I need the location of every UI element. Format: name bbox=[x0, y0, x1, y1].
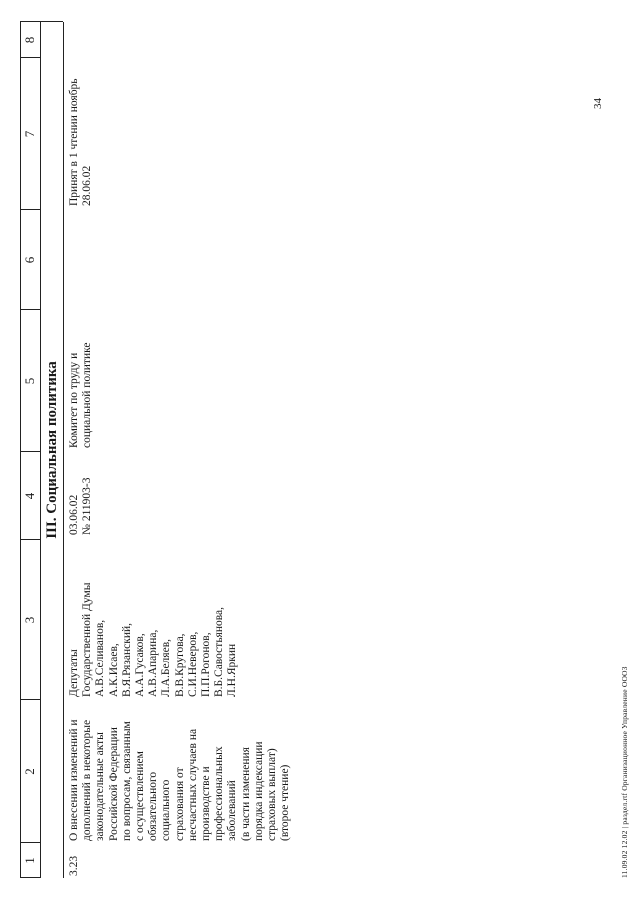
section-title: III. Социальная политика bbox=[44, 361, 60, 539]
page-number: 34 bbox=[592, 98, 604, 109]
column-number: 8 bbox=[22, 36, 37, 44]
column-number: 7 bbox=[22, 130, 37, 138]
row-title: О внесении изменений и дополнений в некоторые законодательные акты Российской Федерации по вопросам, связанным с осуществлением обязательного социального страхования от несчастных случаев на производстве и профессиональных заболеваний (в части изменения порядка индексации страховых выплат) (второе чтение) bbox=[68, 719, 292, 841]
footer-text: 11.09.02 12.02 | раздел.rtf Организационное Управление ООО3 bbox=[620, 666, 629, 878]
column-number: 3 bbox=[22, 616, 37, 624]
row-number: 3.23 bbox=[68, 855, 80, 876]
column-number: 1 bbox=[22, 857, 37, 864]
column-number: 4 bbox=[22, 492, 37, 500]
row-authors: Депутаты Государственной Думы А.В.Селиванов, А.К.Исаев, В.Я.Рязанский, А.А.Гусаков, А.В.Апарина, Л.А.Беляев, В.В.Кругова, С.И.Неверов, П.П.Рогонов, В.Б.Савостьянова, Л.Н.Яркин bbox=[68, 582, 239, 697]
row-committee: Комитет по труду и социальной политике bbox=[68, 342, 94, 448]
row-date-number: 03.06.02 № 211903-3 bbox=[68, 477, 94, 535]
column-number: 2 bbox=[22, 768, 37, 775]
column-number: 5 bbox=[22, 377, 37, 385]
column-number: 6 bbox=[22, 256, 37, 264]
row-status: Принят в 1 чтении ноябрь 28.06.02 bbox=[68, 78, 94, 206]
section-divider bbox=[63, 22, 64, 878]
